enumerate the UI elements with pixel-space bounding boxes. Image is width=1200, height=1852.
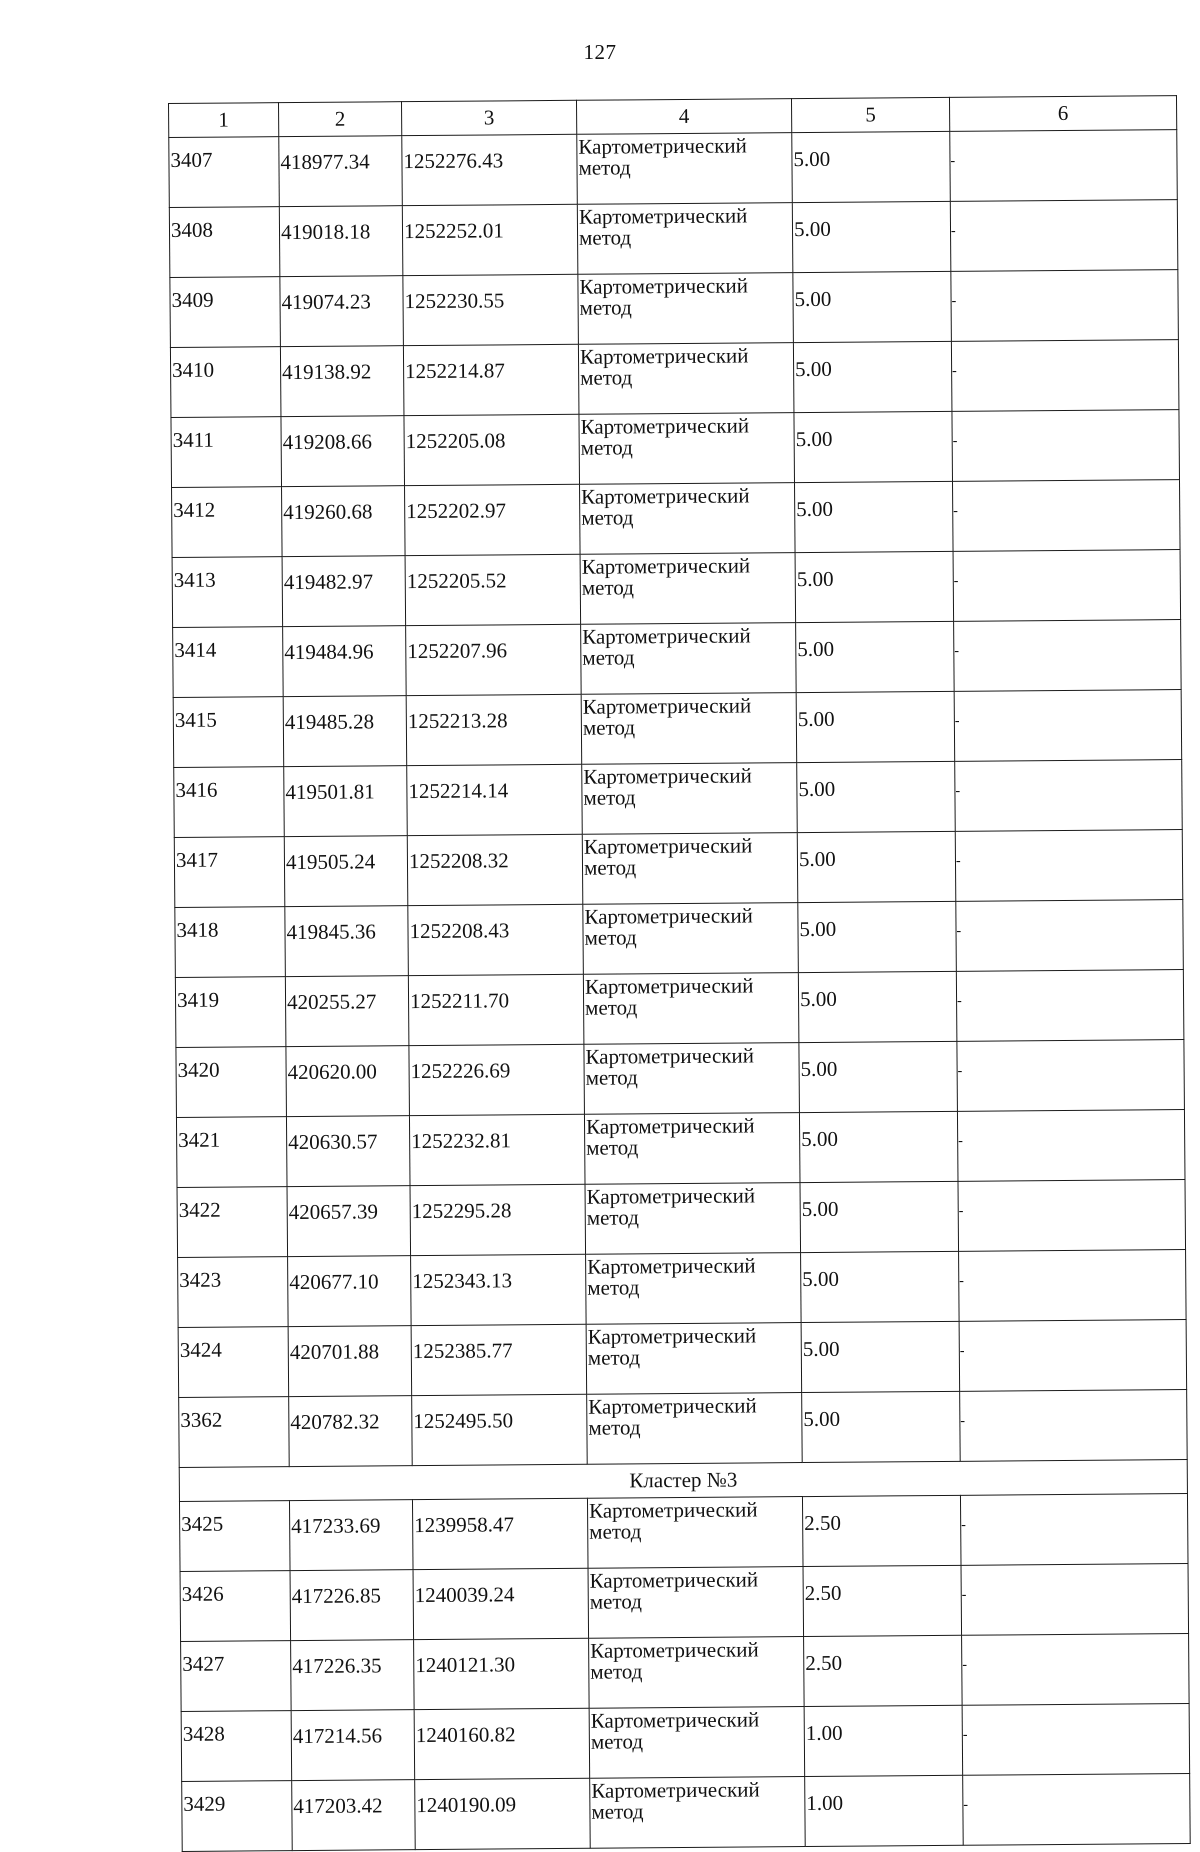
header-col-6: 6 [949, 96, 1176, 132]
accuracy-cell: 5.00 [799, 1041, 958, 1112]
x-coordinate-cell: 419208.66 [281, 416, 405, 487]
note-cell [962, 1634, 1190, 1706]
cluster-heading: Кластер №3 [179, 1460, 1187, 1502]
note-cell [963, 1774, 1191, 1846]
note-cell [955, 830, 1183, 902]
note-text: - [961, 1517, 966, 1533]
point-number-cell: 3415 [173, 697, 284, 768]
accuracy-cell: 5.00 [801, 1321, 960, 1392]
table-row [172, 480, 1181, 558]
x-coordinate-cell: 419485.28 [283, 696, 407, 767]
method-line-1: Картометрический [590, 1707, 760, 1733]
method-cell [578, 273, 794, 345]
method-cell [578, 343, 794, 415]
y-coordinate-cell: 1252385.77 [411, 1324, 587, 1395]
table-row [174, 830, 1183, 908]
x-coordinate-cell: 417233.69 [289, 1500, 413, 1571]
note-cell [960, 1390, 1188, 1462]
page-number: 127 [583, 40, 617, 64]
note-text: - [955, 783, 961, 799]
note-cell [955, 760, 1183, 832]
note-cell [952, 480, 1180, 552]
table-row [181, 1634, 1190, 1712]
x-coordinate-cell: 420701.88 [288, 1326, 412, 1397]
method-line-2: метод [585, 995, 638, 1020]
method-line-2: метод [580, 435, 633, 460]
method-line-2: метод [587, 1275, 640, 1300]
method-cell [577, 203, 793, 275]
accuracy-cell: 1.00 [805, 1775, 964, 1846]
method-line-1: Картометрический [590, 1637, 759, 1663]
method-line-1: Картометрический [587, 1253, 756, 1279]
note-text: - [956, 923, 962, 939]
method-line-2: метод [578, 225, 632, 250]
method-line-1: Картометрический [578, 133, 747, 159]
method-cell [586, 1323, 802, 1395]
point-number-cell: 3423 [178, 1257, 289, 1328]
table-row [179, 1494, 1188, 1572]
note-text: - [954, 713, 960, 729]
method-line-1: Картометрический [583, 833, 753, 859]
table-row [170, 270, 1179, 348]
note-cell [951, 270, 1179, 342]
accuracy-cell: 5.00 [797, 761, 956, 832]
method-cell [579, 413, 795, 485]
note-text: - [963, 1797, 969, 1813]
point-number-cell: 3409 [170, 277, 281, 348]
note-text: - [962, 1727, 968, 1743]
note-cell [957, 1040, 1185, 1112]
table-row [178, 1320, 1187, 1398]
point-number-cell: 3419 [175, 977, 286, 1048]
point-number-cell: 3413 [172, 557, 283, 628]
accuracy-cell: 5.00 [792, 131, 951, 202]
x-coordinate-cell: 418977.34 [279, 136, 403, 207]
table-row [175, 970, 1184, 1048]
method-line-1: Картометрический [579, 273, 749, 299]
method-line-2: метод [581, 575, 635, 600]
x-coordinate-cell: 417226.35 [291, 1640, 415, 1711]
accuracy-cell: 5.00 [798, 971, 957, 1042]
table-row [169, 200, 1178, 278]
x-coordinate-cell: 419845.36 [285, 906, 409, 977]
accuracy-cell: 2.50 [802, 1495, 961, 1566]
note-text: - [955, 853, 961, 869]
accuracy-cell: 5.00 [798, 901, 957, 972]
method-line-2: метод [585, 1065, 638, 1090]
method-line-1: Картометрический [580, 413, 750, 439]
note-cell [957, 1110, 1185, 1182]
accuracy-cell: 5.00 [793, 271, 952, 342]
method-cell [581, 693, 797, 765]
method-cell [590, 1777, 806, 1849]
method-line-1: Картометрический [582, 623, 751, 649]
method-line-1: Картометрический [579, 343, 749, 369]
table-row [170, 340, 1179, 418]
point-number-cell: 3429 [182, 1781, 293, 1852]
x-coordinate-cell: 420677.10 [288, 1256, 412, 1327]
point-number-cell: 3414 [173, 627, 284, 698]
y-coordinate-cell: 1252205.52 [405, 554, 581, 625]
method-cell [587, 1393, 803, 1465]
accuracy-cell: 2.50 [803, 1565, 962, 1636]
y-coordinate-cell: 1252211.70 [408, 974, 584, 1045]
header-col-5: 5 [791, 97, 949, 132]
accuracy-cell: 5.00 [793, 341, 952, 412]
point-number-cell: 3424 [178, 1327, 289, 1398]
point-number-cell: 3426 [180, 1571, 291, 1642]
note-cell [950, 200, 1178, 272]
point-number-cell: 3410 [170, 347, 281, 418]
y-coordinate-cell: 1240160.82 [414, 1708, 590, 1779]
method-line-2: метод [586, 1205, 639, 1230]
method-line-1: Картометрический [582, 693, 752, 719]
point-number-cell: 3421 [176, 1117, 287, 1188]
method-line-2: метод [583, 855, 637, 880]
method-cell [584, 1043, 800, 1115]
x-coordinate-cell: 417226.85 [290, 1570, 414, 1641]
method-line-1: Картометрический [588, 1393, 757, 1419]
point-number-cell: 3420 [176, 1047, 287, 1118]
y-coordinate-cell: 1252230.55 [403, 274, 579, 345]
x-coordinate-cell: 417214.56 [291, 1710, 415, 1781]
note-text: - [958, 1133, 963, 1149]
y-coordinate-cell: 1252495.50 [412, 1394, 588, 1465]
y-coordinate-cell: 1240190.09 [415, 1778, 591, 1849]
table-row [176, 1040, 1185, 1118]
note-text: - [957, 1063, 963, 1079]
x-coordinate-cell: 419482.97 [282, 556, 406, 627]
accuracy-cell: 5.00 [799, 1111, 958, 1182]
accuracy-cell: 5.00 [795, 551, 954, 622]
note-text: - [958, 1203, 964, 1219]
method-cell [583, 903, 799, 975]
table-row [177, 1180, 1186, 1258]
method-line-1: Картометрический [584, 973, 754, 999]
method-line-1: Картометрический [584, 903, 753, 929]
accuracy-cell: 5.00 [792, 201, 951, 272]
y-coordinate-cell: 1252252.01 [402, 204, 578, 275]
accuracy-cell: 1.00 [804, 1705, 963, 1776]
note-text: - [959, 1343, 965, 1359]
method-line-1: Картометрический [583, 763, 752, 789]
y-coordinate-cell: 1252214.87 [403, 344, 579, 415]
method-cell [584, 1113, 800, 1185]
method-line-2: метод [583, 785, 636, 810]
method-cell [582, 833, 798, 905]
y-coordinate-cell: 1252226.69 [409, 1044, 585, 1115]
method-line-2: метод [580, 365, 633, 390]
note-cell [959, 1250, 1187, 1322]
method-cell [587, 1497, 803, 1569]
method-line-2: метод [588, 1415, 641, 1440]
accuracy-cell: 2.50 [804, 1635, 963, 1706]
x-coordinate-cell: 419018.18 [279, 206, 403, 277]
point-number-cell: 3407 [169, 137, 280, 208]
x-coordinate-cell: 419484.96 [283, 626, 407, 697]
method-cell [586, 1253, 802, 1325]
accuracy-cell: 5.00 [797, 831, 956, 902]
method-line-1: Картометрический [589, 1567, 759, 1593]
table-row [173, 620, 1182, 698]
note-text: - [957, 993, 962, 1009]
method-line-1: Картометрический [585, 1113, 755, 1139]
method-line-1: Картометрический [587, 1323, 757, 1349]
x-coordinate-cell: 419501.81 [284, 766, 408, 837]
method-cell [580, 483, 796, 555]
header-col-1: 1 [169, 103, 279, 138]
point-number-cell: 3416 [174, 767, 285, 838]
method-line-2: метод [587, 1345, 641, 1370]
note-cell [959, 1320, 1187, 1392]
y-coordinate-cell: 1252295.28 [410, 1184, 586, 1255]
header-col-4: 4 [576, 99, 791, 135]
point-number-cell: 3412 [172, 487, 283, 558]
y-coordinate-cell: 1252343.13 [411, 1254, 587, 1325]
x-coordinate-cell: 420657.39 [287, 1186, 411, 1257]
method-line-2: метод [589, 1519, 642, 1544]
y-coordinate-cell: 1252207.96 [406, 624, 582, 695]
note-cell [954, 690, 1182, 762]
method-line-2: метод [590, 1729, 644, 1754]
method-line-1: Картометрический [586, 1183, 756, 1209]
table-row [171, 410, 1180, 488]
method-cell [583, 973, 799, 1045]
table-row [172, 550, 1181, 628]
point-number-cell: 3425 [179, 1501, 290, 1572]
note-text: - [953, 503, 958, 519]
point-number-cell: 3418 [175, 907, 286, 978]
point-number-cell: 3427 [181, 1641, 292, 1712]
method-cell [585, 1183, 801, 1255]
method-line-1: Картометрический [581, 553, 751, 579]
x-coordinate-cell: 420782.32 [289, 1396, 413, 1467]
y-coordinate-cell: 1252213.28 [406, 694, 582, 765]
note-text: - [953, 573, 959, 589]
point-number-cell: 3408 [169, 207, 280, 278]
method-line-2: метод [582, 715, 636, 740]
method-line-1: Картометрический [578, 203, 748, 229]
note-text: - [951, 293, 957, 309]
note-text: - [954, 643, 960, 659]
table-row [175, 900, 1184, 978]
method-cell [589, 1637, 805, 1709]
method-line-2: метод [586, 1135, 639, 1160]
point-number-cell: 3362 [179, 1397, 290, 1468]
note-cell [956, 970, 1184, 1042]
method-line-2: метод [589, 1589, 642, 1614]
accuracy-cell: 5.00 [796, 621, 955, 692]
y-coordinate-cell: 1240121.30 [414, 1638, 590, 1709]
point-number-cell: 3428 [181, 1711, 292, 1782]
method-line-2: метод [578, 155, 631, 180]
x-coordinate-cell: 419505.24 [284, 836, 408, 907]
x-coordinate-cell: 419074.23 [280, 276, 404, 347]
x-coordinate-cell: 417203.42 [292, 1780, 416, 1851]
table-row [179, 1390, 1188, 1468]
y-coordinate-cell: 1252276.43 [402, 134, 578, 205]
note-cell [954, 620, 1182, 692]
point-number-cell: 3422 [177, 1187, 288, 1258]
method-cell [580, 553, 796, 625]
method-line-2: метод [581, 505, 634, 530]
note-text: - [952, 433, 958, 449]
accuracy-cell: 5.00 [795, 481, 954, 552]
note-text: - [950, 223, 956, 239]
method-line-1: Картометрический [581, 483, 750, 509]
x-coordinate-cell: 419138.92 [280, 346, 404, 417]
y-coordinate-cell: 1252232.81 [409, 1114, 585, 1185]
method-line-2: метод [584, 925, 637, 950]
accuracy-cell: 5.00 [794, 411, 953, 482]
table-row [180, 1564, 1189, 1642]
note-text: - [961, 1587, 967, 1603]
method-cell [589, 1707, 805, 1779]
x-coordinate-cell: 420630.57 [286, 1116, 410, 1187]
table-row [173, 690, 1182, 768]
y-coordinate-cell: 1252214.14 [407, 764, 583, 835]
note-cell [950, 130, 1178, 202]
method-cell [577, 133, 793, 205]
method-line-2: метод [591, 1799, 644, 1824]
method-line-2: метод [590, 1659, 643, 1684]
method-cell [588, 1567, 804, 1639]
accuracy-cell: 5.00 [801, 1251, 960, 1322]
accuracy-cell: 5.00 [800, 1181, 959, 1252]
y-coordinate-cell: 1252208.43 [408, 904, 584, 975]
note-cell [951, 340, 1179, 412]
note-text: - [959, 1273, 965, 1289]
y-coordinate-cell: 1252205.08 [404, 414, 580, 485]
header-col-2: 2 [279, 102, 402, 137]
method-line-1: Картометрический [585, 1043, 755, 1069]
coordinates-table-container [168, 95, 1190, 1852]
y-coordinate-cell: 1252208.32 [407, 834, 583, 905]
y-coordinate-cell: 1252202.97 [405, 484, 581, 555]
table-row [182, 1774, 1191, 1852]
note-text: - [960, 1413, 966, 1429]
method-line-2: метод [582, 645, 635, 670]
table-body [169, 130, 1190, 1852]
note-text: - [950, 153, 956, 169]
point-number-cell: 3417 [174, 837, 285, 908]
note-text: - [952, 363, 957, 379]
coordinates-table [168, 95, 1191, 1852]
y-coordinate-cell: 1239958.47 [412, 1498, 588, 1569]
accuracy-cell: 5.00 [802, 1391, 961, 1462]
table-row [169, 130, 1178, 208]
header-col-3: 3 [401, 100, 576, 135]
note-cell [956, 900, 1184, 972]
table-row [176, 1110, 1185, 1188]
method-cell [581, 623, 797, 695]
point-number-cell: 3411 [171, 417, 282, 488]
x-coordinate-cell: 420620.00 [286, 1046, 410, 1117]
table-row [181, 1704, 1190, 1782]
x-coordinate-cell: 420255.27 [285, 976, 409, 1047]
accuracy-cell: 5.00 [796, 691, 955, 762]
table-row [178, 1250, 1187, 1328]
y-coordinate-cell: 1240039.24 [413, 1568, 589, 1639]
note-cell [961, 1564, 1189, 1636]
note-cell [953, 550, 1181, 622]
note-cell [960, 1494, 1188, 1566]
note-cell [952, 410, 1180, 482]
table-row [174, 760, 1183, 838]
method-line-1: Картометрический [588, 1497, 758, 1523]
method-line-1: Картометрический [591, 1777, 760, 1803]
method-line-2: метод [579, 295, 632, 320]
note-cell [958, 1180, 1186, 1252]
note-cell [962, 1704, 1190, 1776]
method-cell [582, 763, 798, 835]
note-text: - [962, 1657, 968, 1673]
x-coordinate-cell: 419260.68 [282, 486, 406, 557]
